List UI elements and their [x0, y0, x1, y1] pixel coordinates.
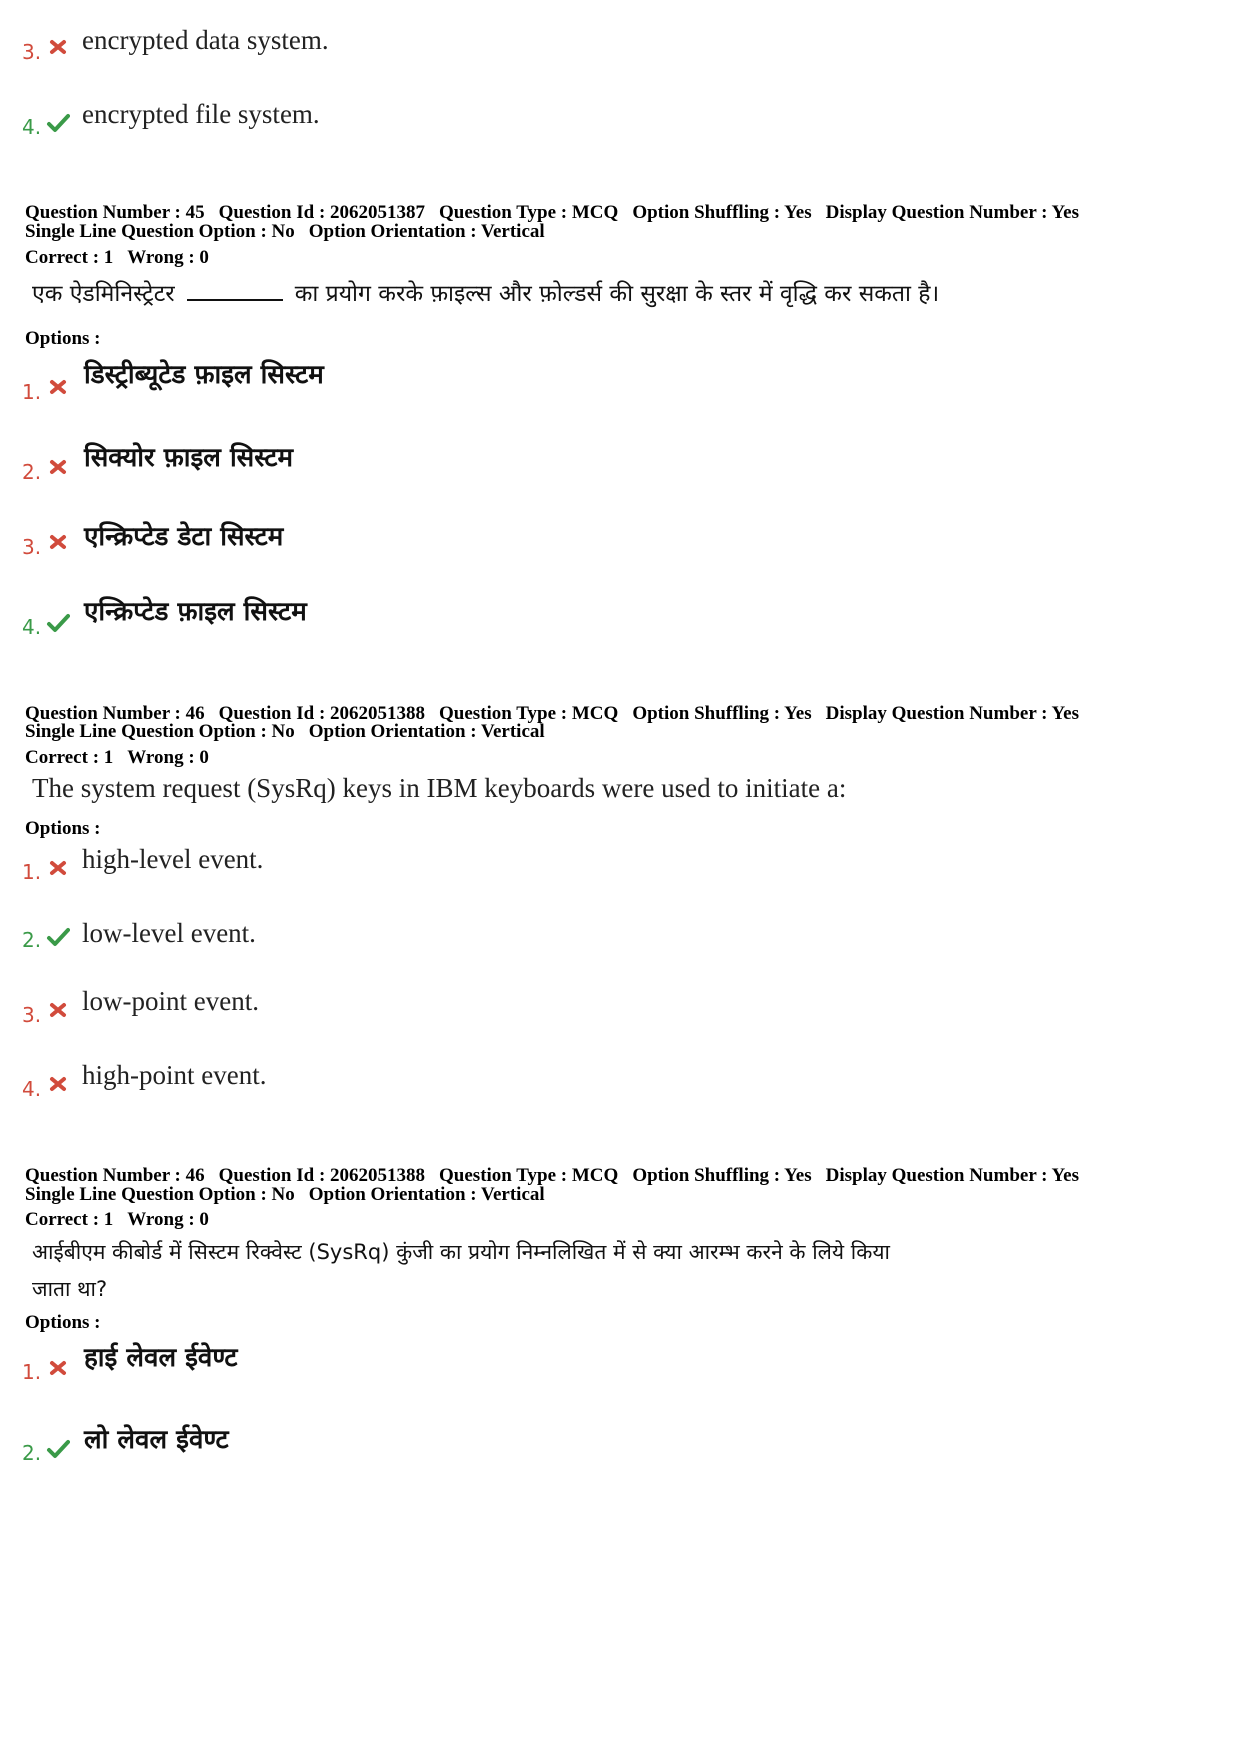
- option-text: encrypted data system.: [82, 25, 329, 55]
- answer-blank: [187, 299, 283, 301]
- option-text: लो लेवल ईवेण्ट: [84, 1425, 229, 1455]
- question-text-line-1: आईबीएम कीबोर्ड में सिस्टम रिक्वेस्ट (SysRq) कुंजी का प्रयोग निम्नलिखित में से क्या आरम्भ करने के लिये किया: [32, 1240, 890, 1264]
- option-text: डिस्ट्रीब्यूटेड फ़ाइल सिस्टम: [84, 360, 324, 390]
- cross-icon: [46, 376, 70, 398]
- option-number: 4.: [22, 115, 42, 139]
- question-text: एक ऐडमिनिस्ट्रेटर का प्रयोग करके फ़ाइल्स और फ़ोल्डर्स की सुरक्षा के स्तर में वृद्धि कर सकता है।: [32, 281, 940, 307]
- option-text: low-level event.: [82, 918, 256, 948]
- option-text: एन्क्रिप्टेड डेटा सिस्टम: [84, 522, 284, 552]
- question-meta-score: Correct : 1 Wrong : 0: [25, 747, 209, 768]
- option-number: 3.: [22, 1003, 42, 1027]
- question-meta-line-1: Question Number : 45 Question Id : 2062051387 Question Type : MCQ Option Shuffling : Yes Display Question Number : Yes: [25, 202, 1079, 223]
- option-text: low-point event.: [82, 986, 259, 1016]
- question-text: The system request (SysRq) keys in IBM keyboards were used to initiate a:: [32, 773, 847, 803]
- cross-icon: [46, 36, 70, 58]
- options-label: Options :: [25, 328, 101, 349]
- question-meta-line-1: Question Number : 46 Question Id : 2062051388 Question Type : MCQ Option Shuffling : Yes Display Question Number : Yes: [25, 703, 1079, 724]
- option-number: 4.: [22, 615, 42, 639]
- check-icon: [46, 926, 70, 948]
- option-number: 1.: [22, 860, 42, 884]
- option-number: 2.: [22, 1441, 42, 1465]
- option-number: 1.: [22, 380, 42, 404]
- cross-icon: [46, 1073, 70, 1095]
- cross-icon: [46, 857, 70, 879]
- option-number: 3.: [22, 535, 42, 559]
- cross-icon: [46, 1357, 70, 1379]
- check-icon: [46, 1438, 70, 1460]
- cross-icon: [46, 999, 70, 1021]
- check-icon: [46, 112, 70, 134]
- question-meta-line-2: Single Line Question Option : No Option Orientation : Vertical: [25, 221, 545, 242]
- question-meta-line-2: Single Line Question Option : No Option Orientation : Vertical: [25, 1184, 545, 1205]
- option-text: एन्क्रिप्टेड फ़ाइल सिस्टम: [84, 597, 307, 627]
- question-text-line-2: जाता था?: [32, 1277, 108, 1301]
- option-text: सिक्योर फ़ाइल सिस्टम: [84, 443, 294, 473]
- option-text: हाई लेवल ईवेण्ट: [84, 1343, 238, 1373]
- cross-icon: [46, 456, 70, 478]
- option-number: 2.: [22, 928, 42, 952]
- option-number: 1.: [22, 1360, 42, 1384]
- option-text: high-point event.: [82, 1060, 267, 1090]
- option-number: 3.: [22, 40, 42, 64]
- options-label: Options :: [25, 818, 101, 839]
- question-meta-line-2: Single Line Question Option : No Option Orientation : Vertical: [25, 721, 545, 742]
- option-text: encrypted file system.: [82, 99, 320, 129]
- options-label: Options :: [25, 1312, 101, 1333]
- option-number: 2.: [22, 460, 42, 484]
- cross-icon: [46, 531, 70, 553]
- question-meta-score: Correct : 1 Wrong : 0: [25, 247, 209, 268]
- question-meta-score: Correct : 1 Wrong : 0: [25, 1209, 209, 1230]
- question-meta-line-1: Question Number : 46 Question Id : 2062051388 Question Type : MCQ Option Shuffling : Yes Display Question Number : Yes: [25, 1165, 1079, 1186]
- check-icon: [46, 612, 70, 634]
- option-text: high-level event.: [82, 844, 264, 874]
- option-number: 4.: [22, 1077, 42, 1101]
